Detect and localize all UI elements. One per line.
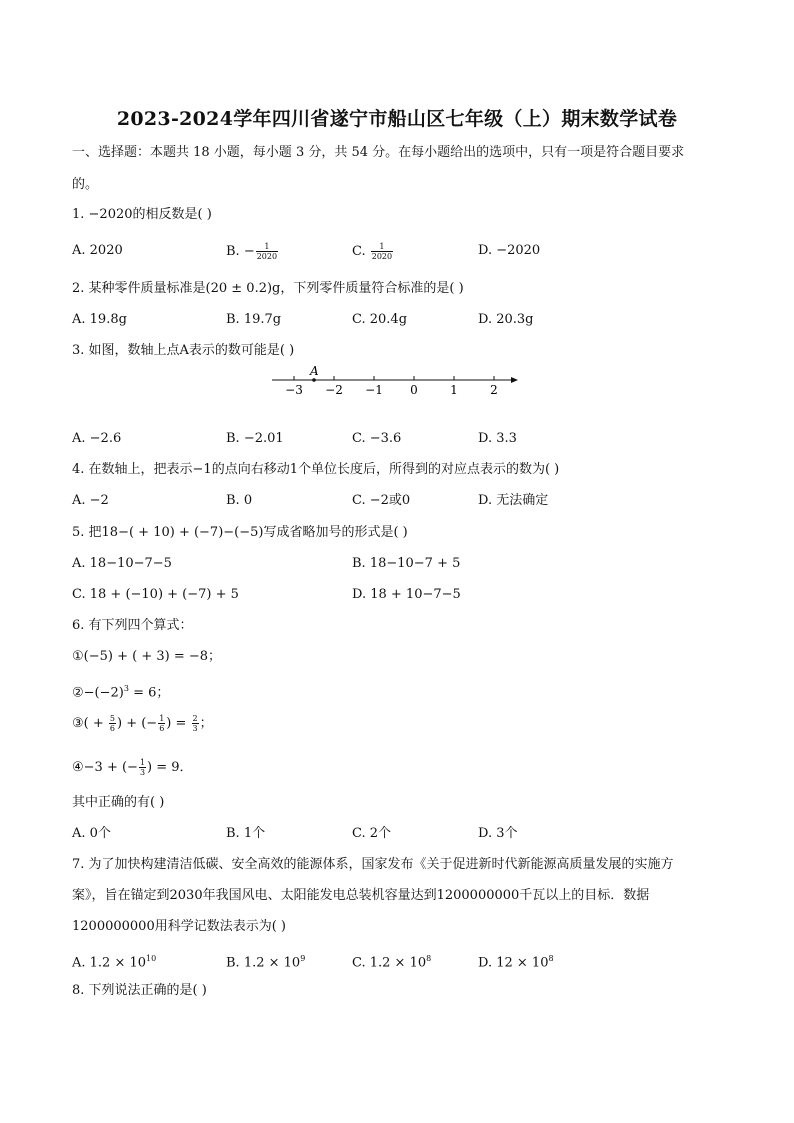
point-a-label: A [310, 364, 319, 378]
question-7-line3: 1200000000用科学记数法表示为( ) [72, 919, 286, 934]
q4-option-a: A. −2 [72, 493, 109, 508]
fraction: $\frac{1}{3}$ [139, 758, 146, 777]
number-line-tick-label: −3 [285, 383, 303, 397]
question-7-line2: 案》，旨在锚定到2030年我国风电、太阳能发电总装机容量达到1200000000千瓦以上的目标．数据 [72, 888, 650, 903]
q6-option-c: C. 2个 [352, 826, 392, 841]
number-line-ticks [285, 376, 498, 397]
q5-option-b: B. 18−10−7 + 5 [352, 556, 461, 571]
number-line-arrow [511, 377, 518, 383]
q2-option-d: D. 20.3g [478, 312, 534, 327]
q7-option-a: A. $1.2 \times 10^{10}$ [72, 954, 157, 971]
q7-option-b: B. $1.2 \times 10^9$ [226, 954, 306, 971]
q6-option-b: B. 1个 [226, 826, 266, 841]
question-4-stem: 4. 在数轴上，把表示−1的点向右移动1个单位长度后，所得到的对应点表示的数为( ) [72, 462, 560, 477]
q1-option-d: D. −2020 [478, 243, 541, 258]
q6-expression-1: ①(−5) + ( + 3) = −8； [72, 649, 222, 664]
q4-option-c: C. −2或0 [352, 493, 411, 508]
fraction: $\frac{1}{2020}$ [256, 242, 278, 261]
q6-ask: 其中正确的有( ) [72, 795, 165, 810]
q3-option-a: A. −2.6 [72, 431, 122, 446]
point-a-marker [312, 378, 316, 382]
q4-option-b: B. 0 [226, 493, 253, 508]
q1-option-c: C. $\frac{1}{2020}$ [352, 242, 393, 261]
number-line-tick-label: 0 [410, 383, 418, 397]
question-7-line1: 7. 为了加快构建清洁低碳、安全高效的能源体系，国家发布《关于促进新时代新能源高质量发展的实施方 [72, 857, 674, 872]
q3-option-b: B. −2.01 [226, 431, 284, 446]
q7-option-d: D. $12 \times 10^8$ [478, 954, 554, 971]
number-line-tick-label: 2 [490, 383, 498, 397]
fraction: $\frac{5}{6}$ [109, 714, 115, 733]
number-line-figure [268, 364, 528, 400]
q5-option-a: A. 18−10−7−5 [72, 556, 172, 571]
q6-option-a: A. 0个 [72, 826, 111, 841]
q1-option-a: A. 2020 [72, 243, 123, 258]
q1-option-b: B. − $\frac{1}{2020}$ [226, 242, 278, 261]
q6-option-d: D. 3个 [478, 826, 518, 841]
q5-option-d: D. 18 + 10−7−5 [352, 587, 461, 602]
q2-option-a: A. 19.8g [72, 312, 127, 327]
q3-option-c: C. −3.6 [352, 431, 402, 446]
q3-option-d: D. 3.3 [478, 431, 517, 446]
q2-option-b: B. 19.7g [226, 312, 282, 327]
q2-option-c: C. 20.4g [352, 312, 408, 327]
question-6-stem: 6. 有下列四个算式： [72, 618, 193, 633]
exam-title: 2023-2024学年四川省遂宁市船山区七年级（上）期末数学试卷 [116, 108, 678, 130]
q6-expression-3: ③( + $\frac{5}{6}$ ) + (− $\frac{1}{6}$ ) = $\frac{2}{3}$ ； [72, 714, 213, 733]
section-heading-line1: 一、选择题：本题共 18 小题，每小题 3 分，共 54 分。在每小题给出的选项中，只有一项是符合题目要求 [72, 145, 685, 160]
q6-expression-2: $②-(-2)^3 = 6$； [72, 684, 170, 701]
number-line-tick-label: 1 [450, 383, 458, 397]
fraction: $\frac{2}{3}$ [192, 714, 198, 733]
fraction: $\frac{1}{6}$ [159, 714, 165, 733]
q6-expression-4: ④−3 + (− $\frac{1}{3}$ ) = 9． [72, 758, 193, 777]
fraction: $\frac{1}{2020}$ [371, 242, 393, 261]
question-5-stem: 5. 把18−( + 10) + (−7)−(−5)写成省略加号的形式是( ) [72, 525, 408, 540]
number-line-tick-label: −2 [325, 383, 343, 397]
question-8-stem: 8. 下列说法正确的是( ) [72, 983, 207, 998]
q5-option-c: C. 18 + (−10) + (−7) + 5 [72, 587, 239, 602]
question-3-stem: 3. 如图，数轴上点A表示的数可能是( ) [72, 343, 295, 358]
section-heading-line2: 的。 [72, 177, 99, 192]
question-1-stem: 1. −2020的相反数是( ) [72, 207, 212, 222]
question-2-stem: 2. 某种零件质量标准是(20 ± 0.2)g，下列零件质量符合标准的是( ) [72, 281, 464, 296]
q7-option-c: C. $1.2 \times 10^8$ [352, 954, 432, 971]
q4-option-d: D. 无法确定 [478, 493, 549, 508]
number-line-tick-label: −1 [365, 383, 383, 397]
